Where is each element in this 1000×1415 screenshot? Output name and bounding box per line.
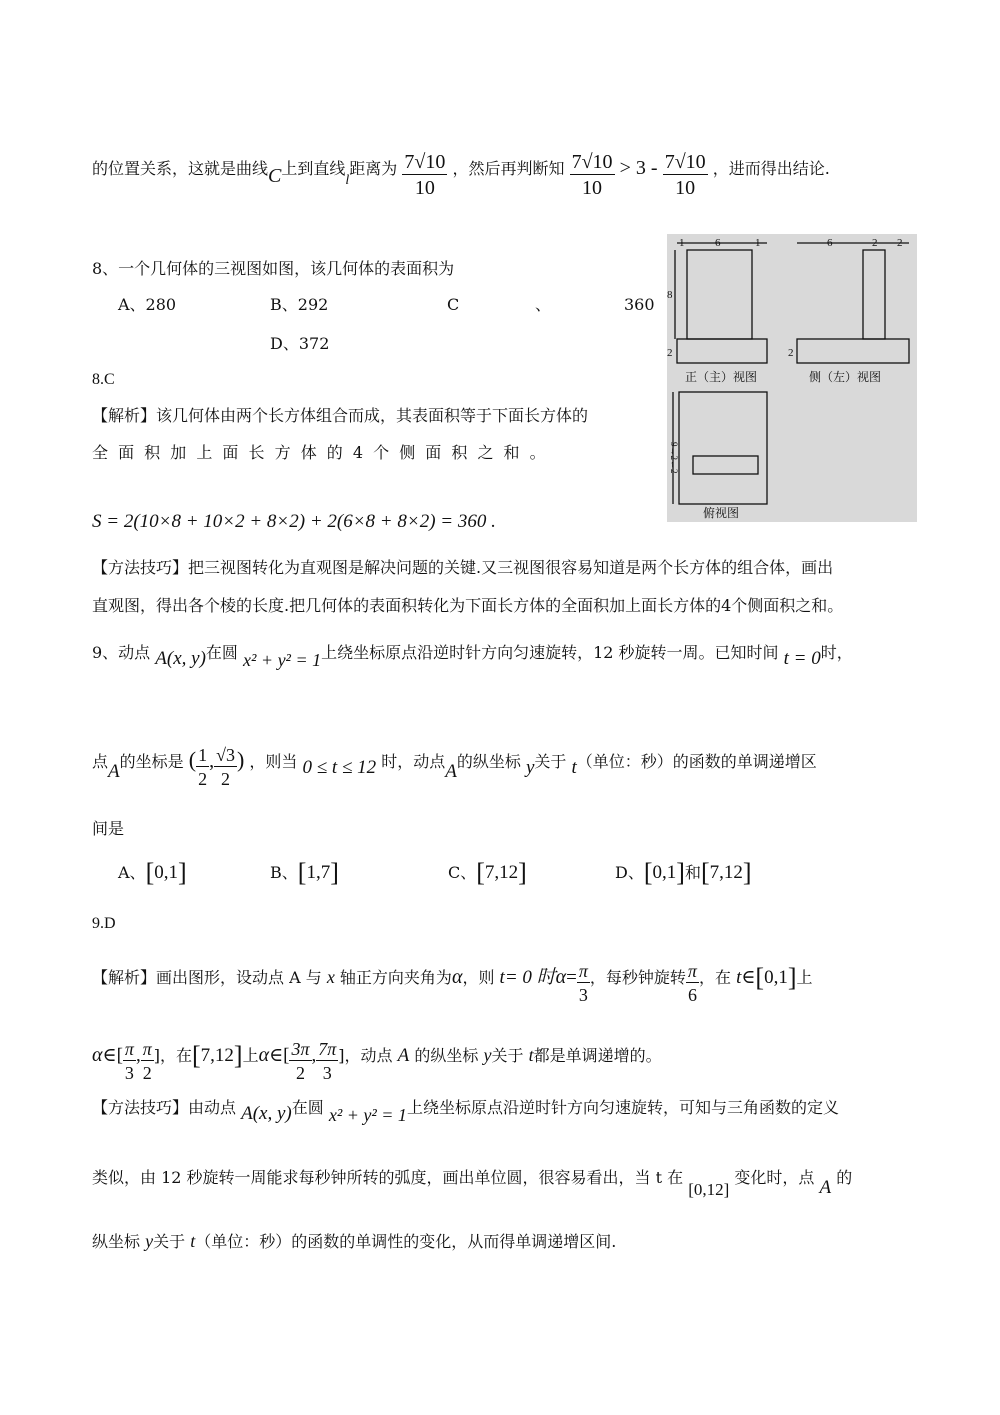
- q8-method-line1: 【方法技巧】把三视图转化为直观图是解决问题的关键.又三视图很容易知道是两个长方体的组合体，画出: [92, 558, 834, 577]
- fraction-7pi-over-3: $\frac{7\pi}{3}$: [318, 1039, 337, 1083]
- fraction-sqrt3-over-2: $\frac{√3}{2}$: [216, 745, 235, 789]
- q8-method-line2: 直观图，得出各个棱的长度.把几何体的表面积转化为下面长方体的全面积加上面长方体的4个侧面积之和。: [92, 596, 844, 615]
- side-view-caption: 侧（左）视图: [809, 370, 882, 384]
- front-view-caption: 正（主）视图: [685, 370, 758, 384]
- q8-surface-area-formula: S = 2(10×8 + 10×2 + 8×2) + 2(6×8 + 8×2) = 360 .: [92, 511, 496, 532]
- fraction-pi-over-3: $\frac{\pi}{3}$: [124, 1039, 134, 1083]
- q8-option-d: D、372: [270, 334, 330, 353]
- fraction-3pi-over-2: $\frac{3\pi}{2}$: [291, 1039, 310, 1083]
- q9-stem-line1: 9、动点 A(x, y)在圆 x² + y² = 1上绕坐标原点沿逆时针方向匀速旋转，12 秒旋转一周。已知时间 t = 0时，: [92, 643, 853, 670]
- dim-base-2: 2: [667, 347, 673, 359]
- q9-method-line2: 类似，由 12 秒旋转一周能求每秒钟所转的弧度，画出单位圆，很容易看出，当 t 在 [0,12] 变化时，点 A 的: [92, 1168, 853, 1199]
- fraction-1-over-2: $\frac{1}{2}$: [198, 745, 208, 789]
- fraction-pi-over-3: $\frac{\pi}{3}$: [578, 961, 588, 1005]
- dim-height-8: 8: [667, 289, 673, 301]
- q9-method-line1: 【方法技巧】由动点 A(x, y)在圆 x² + y² = 1上绕坐标原点沿逆时针方向匀速旋转，可知与三角函数的定义: [92, 1098, 839, 1125]
- q9-answer: 9.D: [92, 915, 116, 932]
- q9-stem-line2: 点A的坐标是 ( $\frac{1}{2}$ , $\frac{√3}{2}$ ) ，则当 0 ≤ t ≤ 12 时，动点A的纵坐标 y关于 t（单位：秒）的函数的单调递增区: [92, 745, 817, 789]
- q9-analysis-line1: 【解析】画出图形，设动点 A 与 x 轴正方向夹角为α，则 t= 0 时α= $\frac{\pi}{3}$ ，每秒钟旋转 $\frac{\pi}{6}$ ，在 t∈[0,1]上: [92, 961, 813, 1005]
- dim-front-1: 1: [679, 237, 685, 249]
- fraction-7sqrt10-over-10: $\frac{7√10}{10}$: [664, 151, 706, 199]
- fraction-7sqrt10-over-10: $\frac{7√10}{10}$: [571, 151, 613, 199]
- q8-analysis-line2: 全 面 积 加 上 面 长 方 体 的 4 个 侧 面 积 之 和 。: [92, 443, 549, 462]
- q8-stem: 8、一个几何体的三视图如图，该几何体的表面积为: [92, 259, 455, 278]
- fraction-pi-over-2: $\frac{\pi}{2}$: [142, 1039, 152, 1083]
- q9-option-d: D、[0,1]和[7,12]: [615, 858, 752, 887]
- q9-stem-line3: 间是: [92, 819, 125, 838]
- q8-option-c-value: 360: [624, 295, 655, 314]
- dim-side-2: 2: [872, 237, 878, 249]
- three-view-figure: [667, 234, 917, 522]
- dim-side-2b: 2: [897, 237, 903, 249]
- fraction-pi-over-6: $\frac{\pi}{6}$: [687, 961, 697, 1005]
- dim-side-6: 6: [827, 237, 833, 249]
- dim-front-6: 6: [715, 237, 721, 249]
- q8-option-c-sep: 、: [535, 295, 552, 314]
- q9-analysis-line2: α∈[ $\frac{\pi}{3}$ , $\frac{\pi}{2}$ ]，在[7,12]上α∈[ $\frac{3\pi}{2}$ , $\frac{7\pi}{3}$ ]，动点 A 的纵坐标 y关于 t都是单调递增的。: [92, 1039, 662, 1083]
- fraction-7sqrt10-over-10: $\frac{7√10}{10}$: [404, 151, 446, 199]
- q9-option-b: B、[1,7]: [270, 858, 339, 887]
- q8-option-a: A、280: [118, 295, 177, 314]
- dim-top-view: 9→2←2: [669, 442, 679, 474]
- q9-method-line3: 纵坐标 y关于 t（单位：秒）的函数的单调性的变化，从而得单调递增区间.: [92, 1231, 617, 1251]
- dim-front-1b: 1: [755, 237, 761, 249]
- q8-analysis-line1: 【解析】该几何体由两个长方体组合而成，其表面积等于下面长方体的: [92, 406, 589, 425]
- q8-answer: 8.C: [92, 371, 115, 388]
- prev-conclusion-line: 的位置关系，这就是曲线C上到直线l距离为 $\frac{7√10}{10}$ ，然后再判断知 $\frac{7√10}{10}$ > 3 - $\frac{7√10}{10}$ ，进而得出结论.: [92, 151, 830, 199]
- q8-option-b: B、292: [270, 295, 329, 314]
- dim-side-base-2: 2: [788, 347, 794, 359]
- q9-option-c: C、[7,12]: [448, 858, 527, 887]
- top-view-caption: 俯视图: [703, 506, 740, 520]
- q9-option-a: A、[0,1]: [118, 858, 187, 887]
- q8-option-c: C: [447, 295, 460, 314]
